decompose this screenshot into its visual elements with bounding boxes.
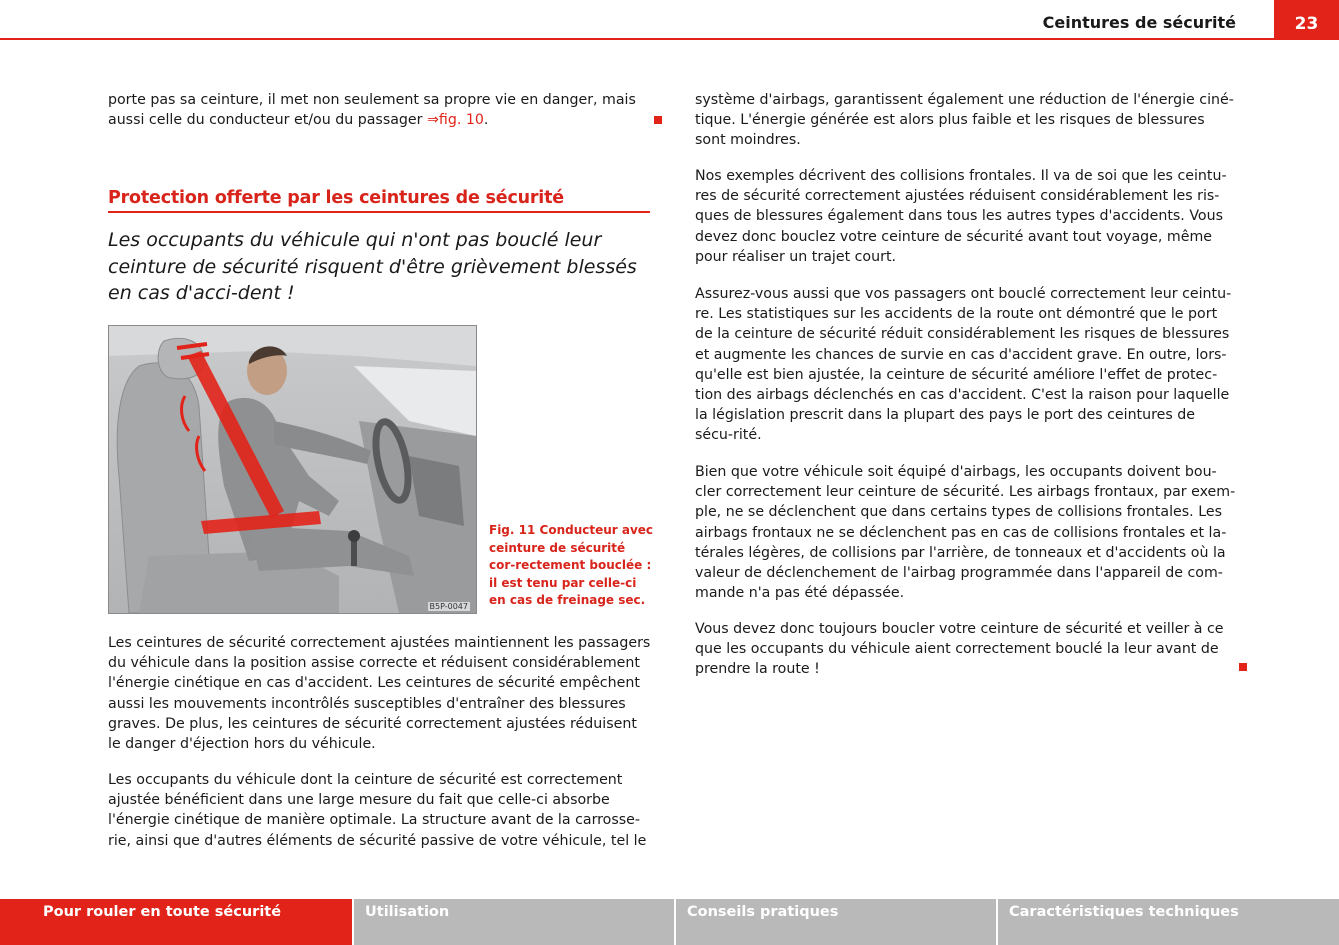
figure-illustration [108, 325, 477, 614]
right-paragraph-1: système d'airbags, garantissent également une réduction de l'énergie ciné-tique. L'énergie générée est alors plus faible et les risques de blessures sont moindres. [695, 92, 1234, 149]
continuation-text: porte pas sa ceinture, il met non seulement sa propre vie en danger, mais aussi celle du conducteur et/ou du passager [108, 92, 636, 129]
page-number: 23 [1274, 0, 1339, 40]
figure-reference-link[interactable]: ⇒fig. 10 [427, 112, 484, 129]
lead-paragraph: Les occupants du véhicule qui n'ont pas bouclé leur ceinture de sécurité risquent d'être grièvement blessés en cas d'acci-dent ! [108, 229, 637, 304]
figure-code: B5P-0047 [429, 602, 468, 611]
left-paragraph-2: Les occupants du véhicule dont la ceinture de sécurité est correctement ajustée bénéficient dans une large mesure du fait que celle-ci absorbe l'énergie cinétique de manière optimale. La structure avant de la carrosse-rie, ainsi que d'autres éléments de sécurité passive de votre véhicule, tel le [108, 772, 647, 849]
right-paragraph-4: Bien que votre véhicule soit équipé d'airbags, les occupants doivent bou-cler correctement leur ceinture de sécurité. Les airbags frontaux, par exem-ple, ne se déclenchent que dans certains types de collisions frontales. Les airbags frontaux ne se déclenchent pas en cas de collisions frontales et la-térales légères, de collisions par l'arrière, de tonneaux et d'accidents où la valeur de déclenchement de l'airbag programmée dans l'appareil de com-mande n'a pas été dépassée. [695, 464, 1236, 602]
figure-caption: Fig. 11 Conducteur avec ceinture de sécurité cor-rectement bouclée : il est tenu par celle-ci en cas de freinage sec. [489, 523, 654, 607]
section-heading: Protection offerte par les ceintures de sécurité [108, 188, 650, 213]
driver-seatbelt-illustration [109, 326, 476, 613]
right-paragraph-3: Assurez-vous aussi que vos passagers ont bouclé correctement leur ceintu-re. Les statistiques sur les accidents de la route ont démontré que le port de la ceinture de sécurité réduit considérablement les risques de blessures et augmente les chances de survie en cas d'accident grave. En outre, lors-qu'elle est bien ajustée, la ceinture de sécurité améliore l'effet de protec-tion des airbags déclenchés en cas d'accident. C'est la raison pour laquelle la législation prescrit dans la plupart des pays le port des ceintures de sécu-rité. [695, 286, 1232, 444]
footer-tab-utilisation[interactable]: Utilisation [354, 899, 674, 945]
continuation-suffix: . [483, 112, 489, 129]
footer-tab-caracteristiques-techniques[interactable]: Caractéristiques techniques [998, 899, 1339, 945]
footer-tab-conseils-pratiques[interactable]: Conseils pratiques [676, 899, 996, 945]
running-header-title: Ceintures de sécurité [1042, 13, 1236, 32]
right-paragraph-2: Nos exemples décrivent des collisions frontales. Il va de soi que les ceintu-res de sécurité correctement ajustées réduisent considérablement les ris-ques de blessures également dans tous les autres types d'accidents. Vous devez donc bouclez votre ceinture de sécurité avant tout voyage, même pour réaliser un trajet court. [695, 168, 1227, 265]
left-paragraph-1: Les ceintures de sécurité correctement ajustées maintiennent les passagers du véhicule dans la position assise correcte et réduisent considérablement l'énergie cinétique en cas d'accident. Les ceintures de sécurité empêchent aussi les mouvements incontrôlés susceptibles d'entraîner des blessures graves. De plus, les ceintures de sécurité correctement ajustées réduisent le danger d'éjection hors du véhicule. [108, 635, 651, 753]
end-of-section-marker [654, 116, 662, 124]
footer-navigation [0, 899, 1339, 945]
footer-tab-safety[interactable]: Pour rouler en toute sécurité [0, 899, 352, 945]
header-rule [0, 38, 1274, 40]
end-of-section-marker [1239, 663, 1247, 671]
right-paragraph-5: Vous devez donc toujours boucler votre ceinture de sécurité et veiller à ce que les occupants du véhicule aient correctement bouclé la leur avant de prendre la route ! [695, 621, 1224, 678]
continuation-paragraph [108, 90, 638, 130]
